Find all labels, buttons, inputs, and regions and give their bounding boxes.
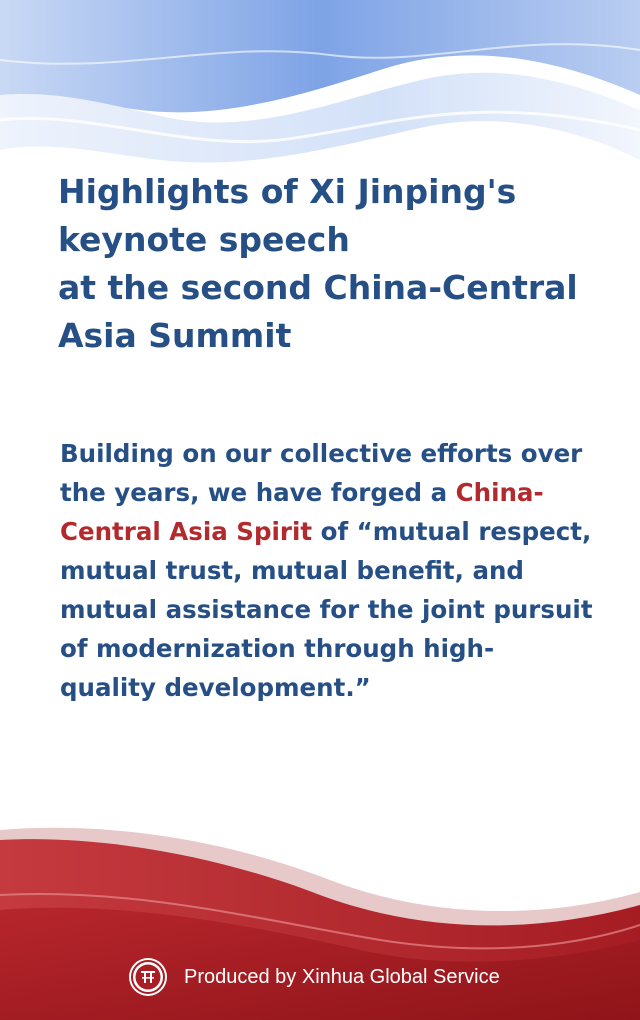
quote-line-5: mutual assistance for the joint pursuit (60, 595, 593, 624)
quote-text (60, 434, 593, 707)
xinhua-logo-icon (128, 957, 168, 997)
producer-credit: Produced by Xinhua Global Service (184, 965, 500, 988)
quote-line-2-text: the years, we have forged a (60, 478, 456, 507)
headline-line-2: keynote speech (58, 220, 350, 259)
headline (58, 168, 598, 360)
quote-line-6: of modernization through high- (60, 634, 495, 663)
headline-line-1: Highlights of Xi Jinping's (58, 172, 517, 211)
quote-line-1: Building on our collective efforts over (60, 439, 583, 468)
quote-highlight-spirit: Central Asia Spirit (60, 517, 313, 546)
quote-highlight-china: China- (455, 478, 544, 507)
quote-line-3-text: of “mutual respect, (312, 517, 592, 546)
headline-line-3: at the second China-Central (58, 268, 578, 307)
quote-line-7: quality development.” (60, 673, 371, 702)
headline-line-4: Asia Summit (58, 316, 292, 355)
quote-line-2 (60, 473, 590, 512)
quote-line-3 (60, 512, 590, 551)
footer (128, 957, 500, 997)
quote-line-4: mutual trust, mutual benefit, and (60, 556, 524, 585)
